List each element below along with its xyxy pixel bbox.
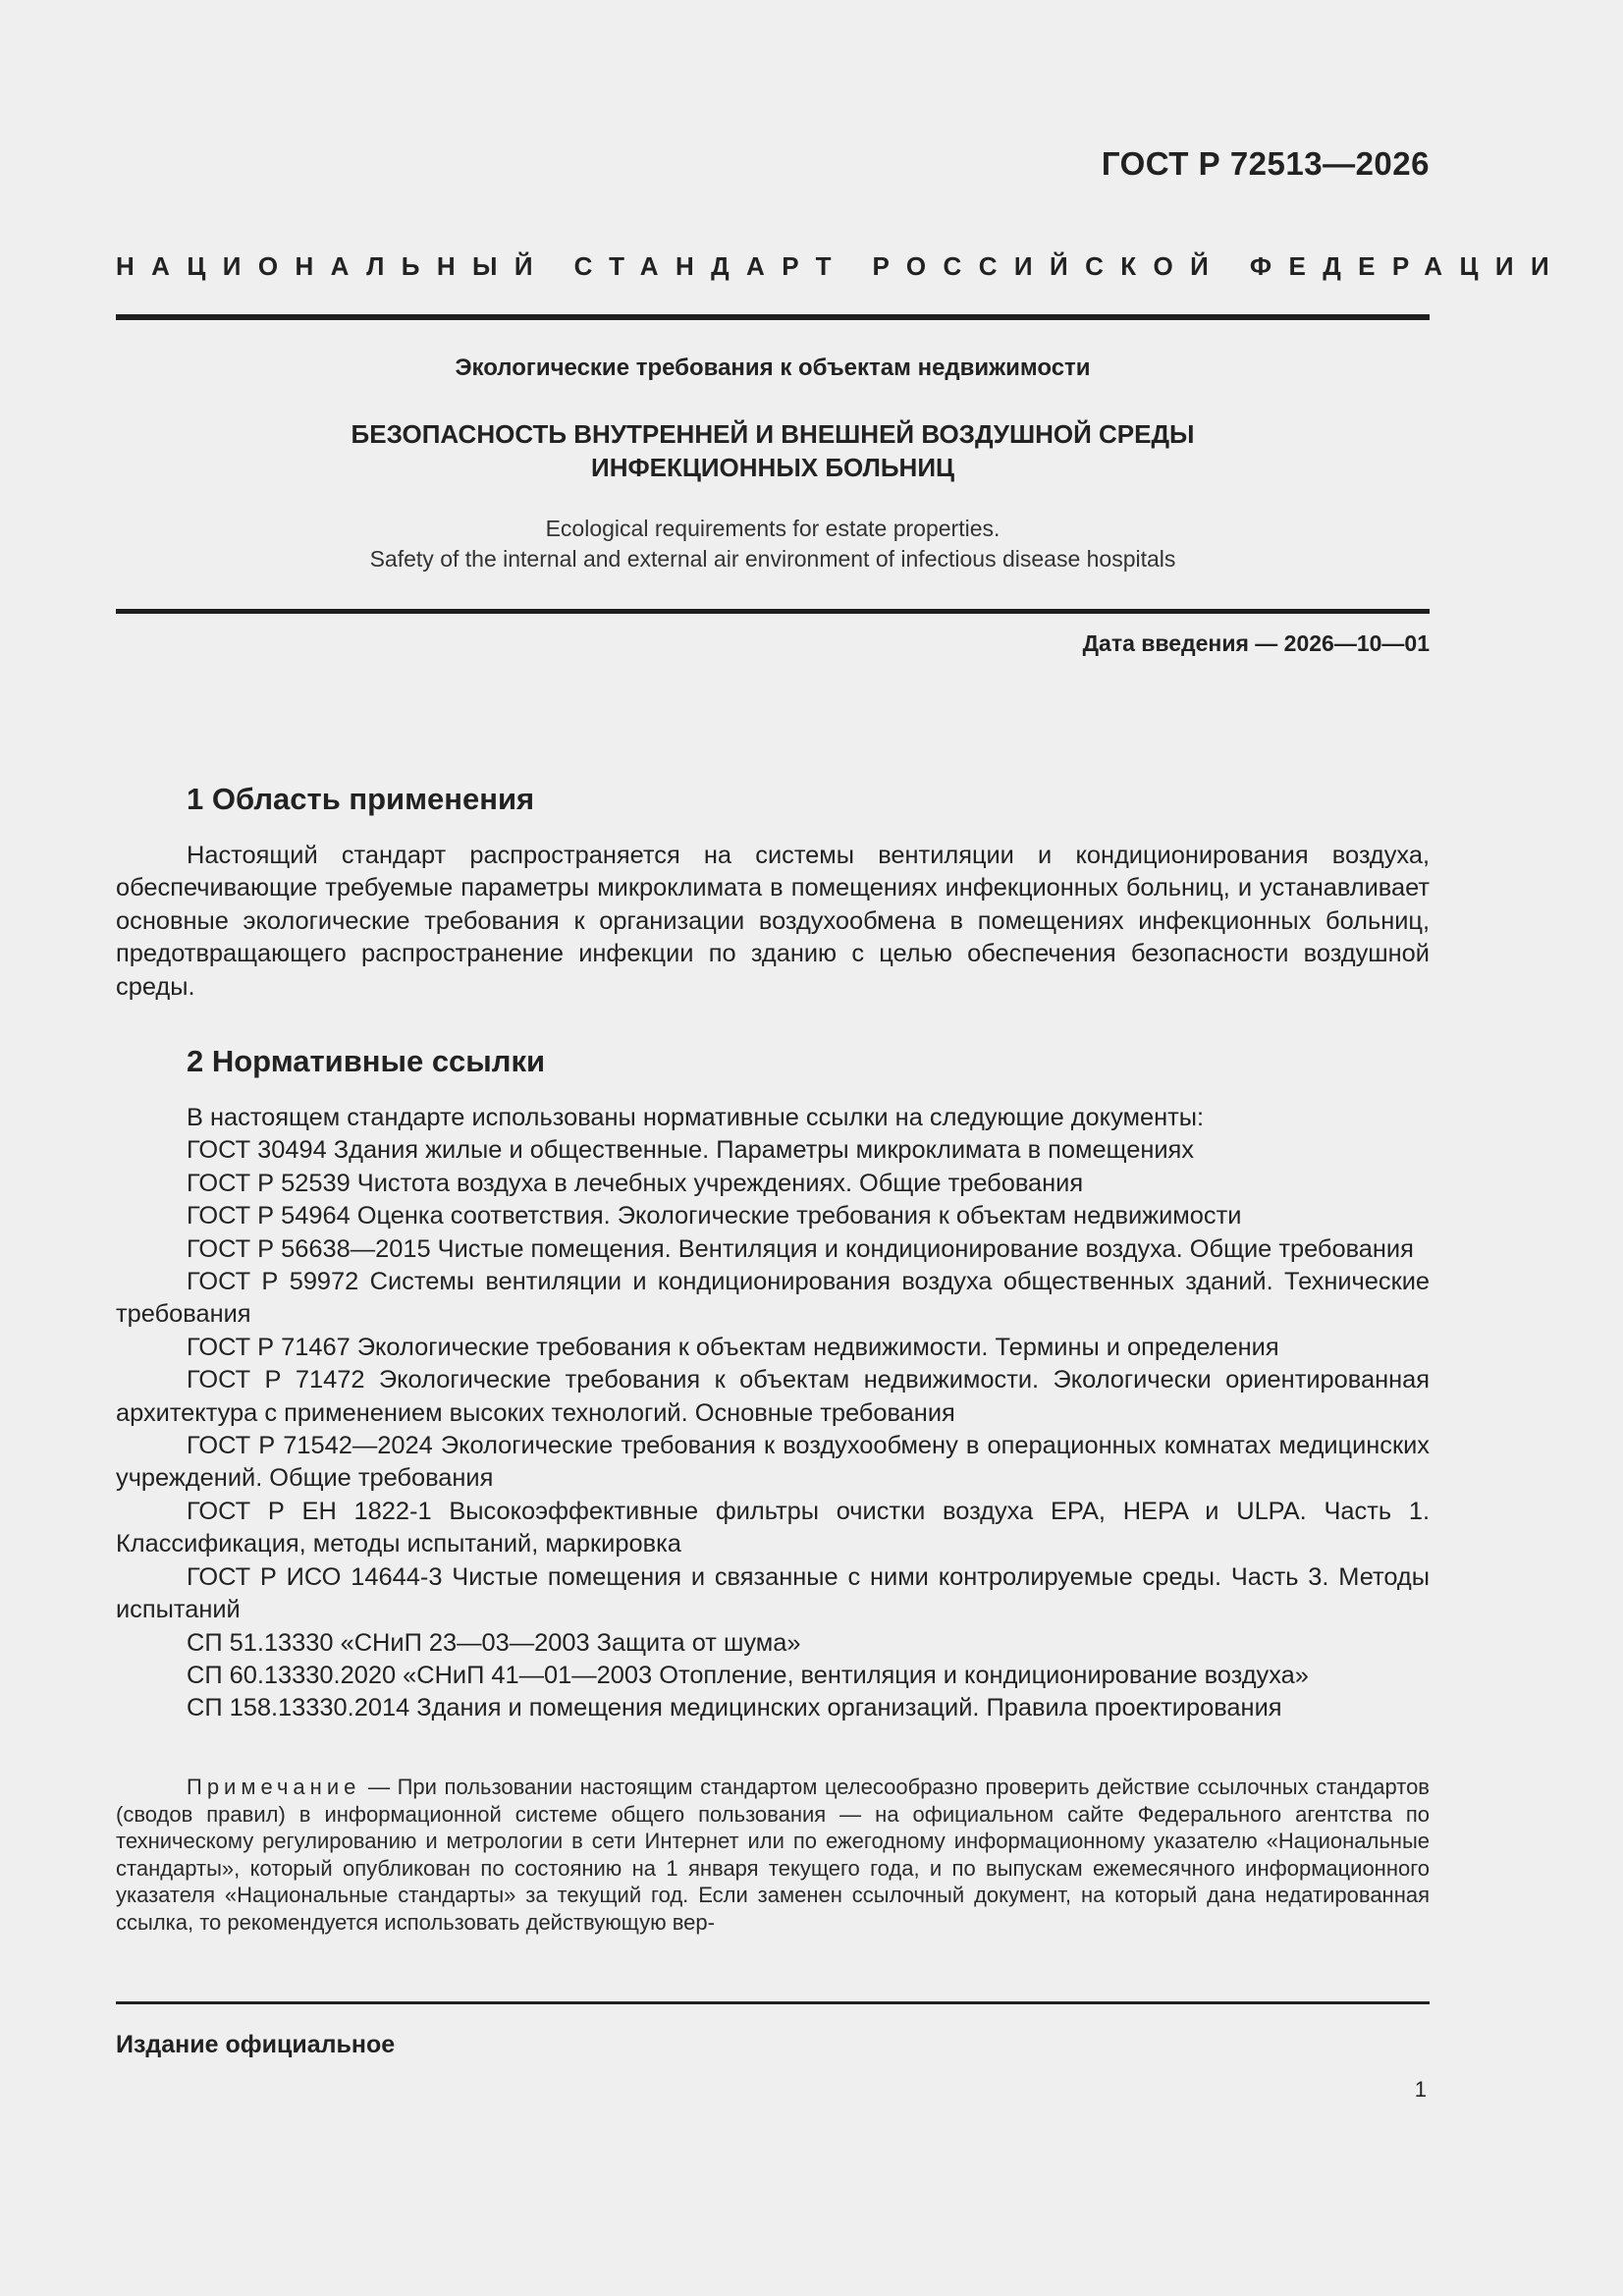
title-line-2: ИНФЕКЦИОННЫХ БОЛЬНИЦ — [591, 453, 954, 482]
reference-item: ГОСТ Р 71467 Экологические требования к объектам недвижимости. Термины и определения — [187, 1333, 1279, 1361]
section-1-heading: 1 Область применения — [187, 782, 535, 816]
english-title-line-2: Safety of the internal and external air environment of infectious disease hospitals — [369, 546, 1176, 572]
note-text: — При пользовании настоящим стандартом целесообразно проверить действие ссылочных стандартов (сводов правил) в информационной системе общего пользования — на официальном сайте Федерального агентства по техническому регулированию и метрологии в сети Интернет или по ежегодному информационному указателю «Национальные стандарты», который опубликован по состоянию на 1 января текущего года, и по выпускам ежемесячного информационного указателя «Национальные стандарты» за текущий год. Если заменен ссылочный документ, на который дана недатированная ссылка, то рекомендуется использовать действующую вер- — [116, 1775, 1430, 1935]
page-number: 1 — [1414, 2077, 1427, 2102]
note-label: Примечание — [187, 1775, 361, 1799]
reference-item: СП 60.13330.2020 «СНиП 41—01—2003 Отопление, вентиляция и кондиционирование воздуха» — [187, 1661, 1309, 1689]
reference-item: ГОСТ Р ЕН 1822-1 Высокоэффективные фильтры очистки воздуха EPA, HEPA и ULPA. Часть 1. Классификация, методы испытаний, маркировка — [116, 1497, 1430, 1558]
national-standard-banner: НАЦИОНАЛЬНЫЙ СТАНДАРТ РОССИЙСКОЙ ФЕДЕРАЦИИ — [116, 251, 1567, 281]
header-rule — [116, 314, 1430, 320]
document-number: ГОСТ Р 72513—2026 — [1101, 145, 1430, 182]
reference-item: ГОСТ Р 56638—2015 Чистые помещения. Вентиляция и кондиционирование воздуха. Общие требования — [187, 1234, 1414, 1263]
references-note — [116, 1774, 1430, 1937]
reference-item: ГОСТ Р 71542—2024 Экологические требования к воздухообмену в операционных комнатах медицинских учреждений. Общие требования — [116, 1432, 1430, 1493]
english-title — [116, 514, 1430, 574]
section-2-heading: 2 Нормативные ссылки — [187, 1044, 546, 1078]
edition-label: Издание официальное — [116, 2031, 396, 2058]
reference-item: ГОСТ 30494 Здания жилые и общественные. Параметры микроклимата в помещениях — [187, 1136, 1194, 1165]
document-title — [116, 417, 1430, 484]
reference-item: ГОСТ Р 54964 Оценка соответствия. Экологические требования к объектам недвижимости — [187, 1202, 1242, 1230]
reference-item: ГОСТ Р 52539 Чистота воздуха в лечебных учреждениях. Общие требования — [187, 1169, 1084, 1197]
reference-item: СП 158.13330.2014 Здания и помещения медицинских организаций. Правила проектирования — [187, 1694, 1282, 1722]
references-intro: В настоящем стандарте использованы нормативные ссылки на следующие документы: — [187, 1104, 1205, 1131]
footer-rule — [116, 2001, 1430, 2004]
reference-item: ГОСТ Р 71472 Экологические требования к объектам недвижимости. Экологически ориентированная архитектура с применением высоких технологий. Основные требования — [116, 1366, 1430, 1427]
date-of-introduction: Дата введения — 2026—10—01 — [1082, 630, 1430, 656]
reference-item: СП 51.13330 «СНиП 23—03—2003 Защита от шума» — [187, 1628, 801, 1657]
title-line-1: БЕЗОПАСНОСТЬ ВНУТРЕННЕЙ И ВНЕШНЕЙ ВОЗДУШНОЙ СРЕДЫ — [351, 419, 1195, 449]
reference-item: ГОСТ Р ИСО 14644-3 Чистые помещения и связанные с ними контролируемые среды. Часть 3. Методы испытаний — [116, 1562, 1430, 1624]
section-1-text: Настоящий стандарт распространяется на системы вентиляции и кондиционирования воздуха, обеспечивающие требуемые параметры микроклимата в помещениях инфекционных больниц, и устанавливает основные экологические требования к организации воздухообмена в помещениях инфекционных больниц, предотвращающего распространение инфекции по зданию с целью обеспечения безопасности воздушной среды. — [116, 842, 1430, 1001]
title-rule — [116, 609, 1430, 614]
reference-item: ГОСТ Р 59972 Системы вентиляции и кондиционирования воздуха общественных зданий. Технические требования — [116, 1268, 1430, 1329]
english-title-line-1: Ecological requirements for estate properties. — [545, 516, 1001, 541]
document-subtitle: Экологические требования к объектам недвижимости — [455, 355, 1091, 381]
references-list — [116, 1102, 1430, 1725]
